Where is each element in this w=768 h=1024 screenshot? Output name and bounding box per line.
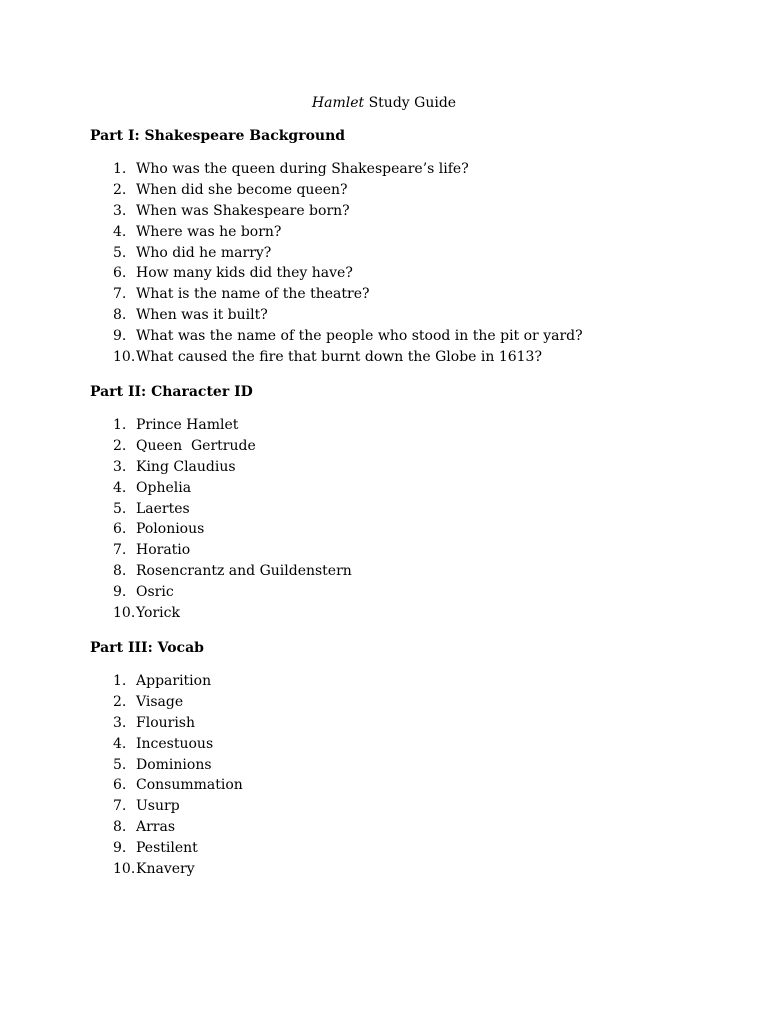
item-number: 10. (113, 861, 136, 878)
item-text: Prince Hamlet (136, 417, 239, 433)
item-text: Laertes (136, 500, 190, 517)
item-text: Osric (136, 584, 174, 601)
item-number: 10. (113, 605, 136, 622)
item-number: 5. (113, 756, 127, 773)
section-heading-part-3: Part III: Vocab (90, 640, 204, 656)
item-text: What is the name of the theatre? (136, 286, 370, 303)
item-number: 8. (113, 819, 127, 836)
title-italic: Hamlet (311, 95, 365, 111)
item-text: Visage (136, 693, 184, 710)
item-text: Polonious (136, 521, 205, 538)
item-number: 4. (113, 479, 127, 496)
item-text: Dominions (136, 756, 212, 773)
section-heading-part-2: Part II: Character ID (90, 384, 253, 400)
item-text: Where was he born? (136, 223, 282, 240)
item-text: Incestuous (136, 735, 214, 752)
item-number: 2. (113, 437, 127, 454)
item-number: 5. (113, 244, 127, 261)
item-text: Pestilent (136, 840, 198, 857)
item-text: What was the name of the people who stood in the pit or yard? (136, 328, 583, 345)
item-text: Horatio (136, 542, 191, 559)
item-text: How many kids did they have? (136, 265, 353, 282)
item-number: 4. (113, 223, 127, 240)
item-text: Who was the queen during Shakespeare’s life? (136, 161, 469, 177)
item-text: King Claudius (136, 458, 236, 475)
document-title (0, 93, 768, 113)
item-number: 9. (113, 328, 127, 345)
item-number: 7. (113, 798, 127, 815)
item-number: 1. (113, 161, 127, 177)
item-text: Yorick (136, 605, 180, 622)
item-text: Knavery (136, 861, 195, 878)
item-number: 7. (113, 542, 127, 559)
item-text: Arras (136, 819, 176, 836)
item-text: When did she become queen? (136, 181, 348, 198)
item-text: Consummation (136, 777, 243, 794)
item-text: What caused the fire that burnt down the Globe in 1613? (136, 349, 542, 366)
item-text: Ophelia (136, 479, 192, 496)
item-number: 6. (113, 777, 127, 794)
item-text: Who did he marry? (136, 244, 272, 261)
title-rest: Study Guide (364, 95, 457, 111)
item-number: 8. (113, 307, 127, 324)
item-text: When was it built? (136, 307, 268, 324)
item-number: 10. (113, 349, 136, 366)
item-number: 9. (113, 584, 127, 601)
item-text: Rosencrantz and Guildenstern (136, 563, 352, 580)
item-number: 1. (113, 417, 127, 433)
item-text: Usurp (136, 798, 180, 815)
item-text: Apparition (136, 673, 212, 689)
item-number: 9. (113, 840, 127, 857)
item-text: When was Shakespeare born? (136, 202, 350, 219)
item-number: 2. (113, 693, 127, 710)
item-number: 1. (113, 673, 127, 689)
item-number: 8. (113, 563, 127, 580)
item-number: 6. (113, 265, 127, 282)
item-number: 2. (113, 181, 127, 198)
item-number: 3. (113, 714, 127, 731)
item-text: Queen Gertrude (136, 437, 256, 454)
item-number: 3. (113, 202, 127, 219)
item-text: Flourish (136, 714, 196, 731)
section-heading-part-1: Part I: Shakespeare Background (90, 128, 346, 144)
item-number: 3. (113, 458, 127, 475)
item-number: 5. (113, 500, 127, 517)
item-number: 6. (113, 521, 127, 538)
item-number: 4. (113, 735, 127, 752)
item-number: 7. (113, 286, 127, 303)
